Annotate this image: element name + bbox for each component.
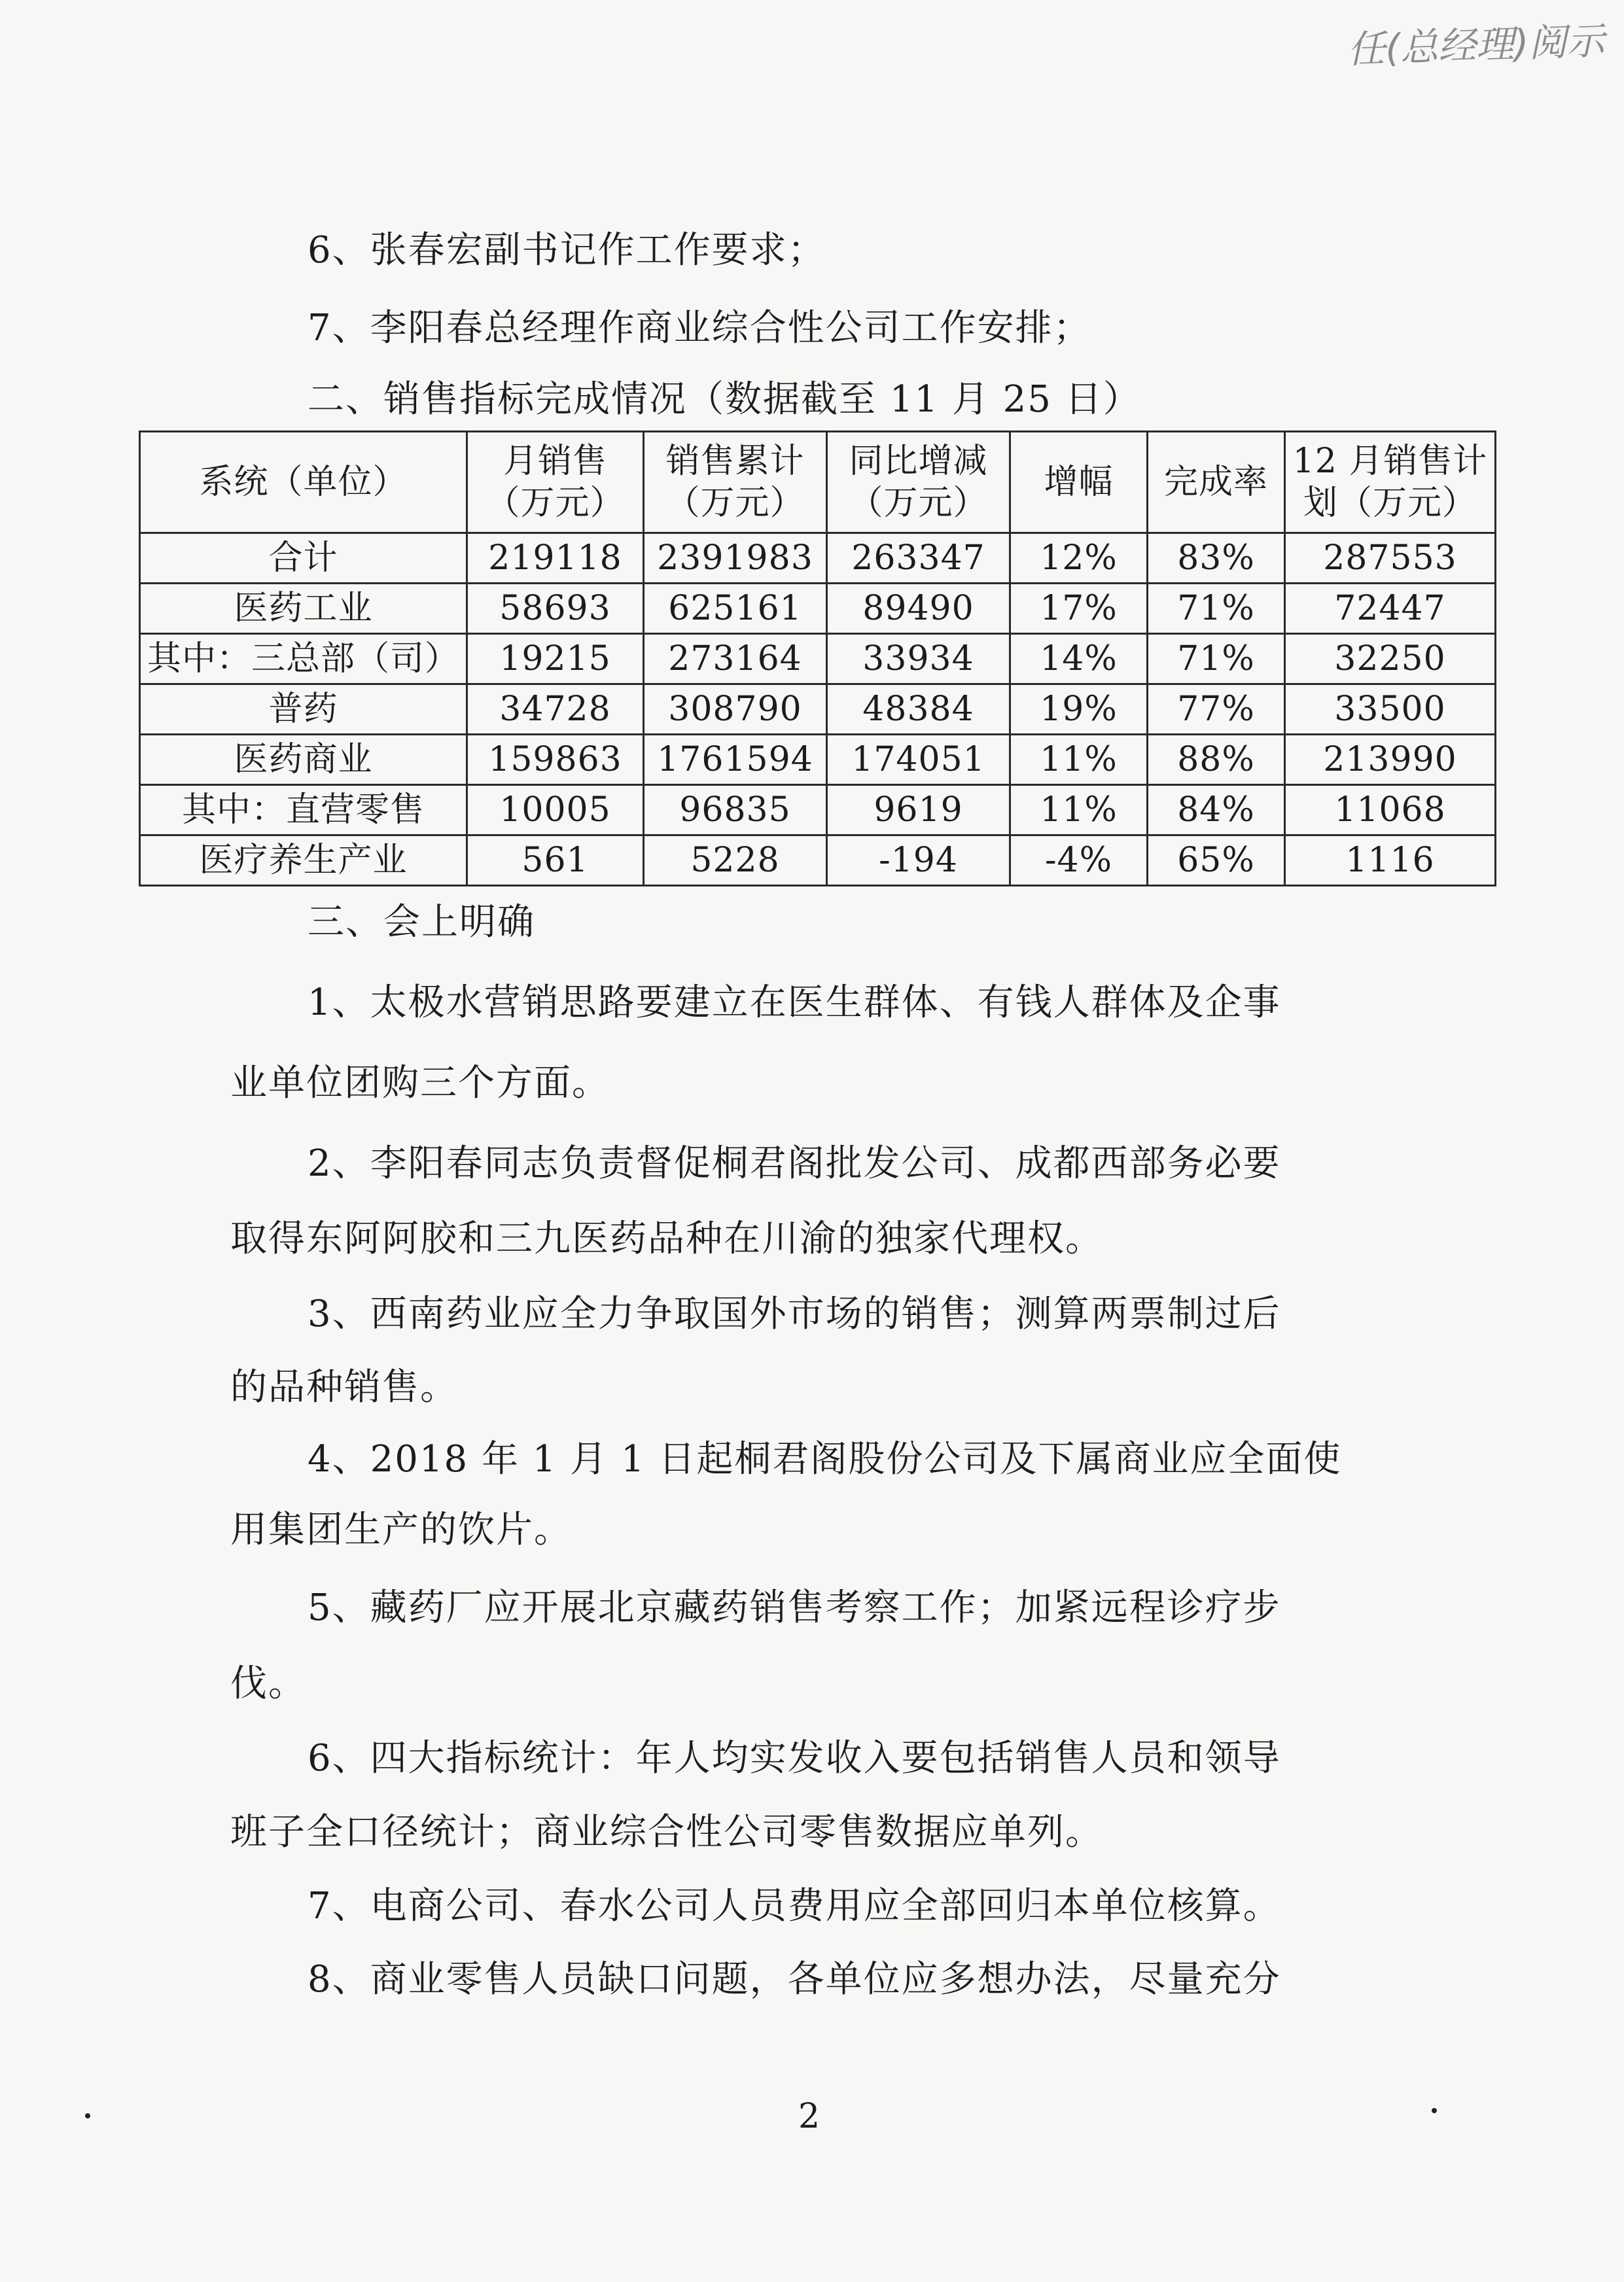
table-cell: 医疗养生产业 <box>140 835 467 886</box>
table-cell: 88% <box>1148 735 1285 785</box>
table-row <box>140 835 1496 886</box>
item-6-line-2: 班子全口径统计；商业综合性公司零售数据应单列。 <box>230 1811 1103 1853</box>
table-header-row <box>140 432 1496 533</box>
paragraph-item-6: 6、张春宏副书记作工作要求； <box>308 229 826 272</box>
table-cell: 273164 <box>644 634 827 684</box>
table-cell: 48384 <box>827 684 1010 735</box>
table-cell: 308790 <box>644 684 827 735</box>
table-row <box>140 584 1496 634</box>
item-5-line-2: 伐。 <box>230 1662 306 1705</box>
table-cell: 17% <box>1010 584 1148 634</box>
item-3-line-1: 3、西南药业应全力争取国外市场的销售；测算两票制过后 <box>308 1293 1281 1335</box>
section-two-title: 二、销售指标完成情况（数据截至 11 月 25 日） <box>308 378 1141 421</box>
table-cell: 14% <box>1010 634 1148 684</box>
item-5-line-1: 5、藏药厂应开展北京藏药销售考察工作；加紧远程诊疗步 <box>308 1587 1281 1629</box>
table-cell: 其中：直营零售 <box>140 785 467 835</box>
item-4-line-1: 4、2018 年 1 月 1 日起桐君阁股份公司及下属商业应全面使 <box>308 1438 1342 1481</box>
table-cell: 89490 <box>827 584 1010 634</box>
table-cell: 19215 <box>467 634 644 684</box>
table-cell: 1116 <box>1285 835 1496 886</box>
table-cell: 33500 <box>1285 684 1496 735</box>
item-2-line-2: 取得东阿阿胶和三九医药品种在川渝的独家代理权。 <box>230 1218 1103 1260</box>
table-cell: 34728 <box>467 684 644 735</box>
table-cell: 9619 <box>827 785 1010 835</box>
table-cell: 83% <box>1148 533 1285 584</box>
table-cell: 65% <box>1148 835 1285 886</box>
item-1-line-2: 业单位团购三个方面。 <box>230 1062 610 1104</box>
column-header-growth: 增幅 <box>1010 432 1148 533</box>
item-6-line-1: 6、四大指标统计：年人均实发收入要包括销售人员和领导 <box>308 1737 1281 1780</box>
scan-speck <box>85 2113 90 2118</box>
item-8-line-1: 8、商业零售人员缺口问题，各单位应多想办法，尽量充分 <box>308 1958 1281 2001</box>
column-header-cumulative-sales: 销售累计 （万元） <box>644 432 827 533</box>
table-cell: 219118 <box>467 533 644 584</box>
table-cell: 96835 <box>644 785 827 835</box>
table-cell: -194 <box>827 835 1010 886</box>
table-cell: 12% <box>1010 533 1148 584</box>
table-cell: 72447 <box>1285 584 1496 634</box>
item-7-line-1: 7、电商公司、春水公司人员费用应全部回归本单位核算。 <box>308 1885 1281 1927</box>
table-row <box>140 533 1496 584</box>
table-cell: 1761594 <box>644 735 827 785</box>
item-2-line-1: 2、李阳春同志负责督促桐君阁批发公司、成都西部务必要 <box>308 1142 1281 1185</box>
table-row <box>140 634 1496 684</box>
table-cell: 287553 <box>1285 533 1496 584</box>
table-cell: 32250 <box>1285 634 1496 684</box>
table-cell: 159863 <box>467 735 644 785</box>
table-row <box>140 684 1496 735</box>
table-cell: 58693 <box>467 584 644 634</box>
table-cell: 33934 <box>827 634 1010 684</box>
table-cell: 71% <box>1148 584 1285 634</box>
item-3-line-2: 的品种销售。 <box>230 1366 458 1409</box>
column-header-completion: 完成率 <box>1148 432 1285 533</box>
table-cell: 77% <box>1148 684 1285 735</box>
table-cell: 213990 <box>1285 735 1496 785</box>
section-three-title: 三、会上明确 <box>308 901 535 943</box>
table-row <box>140 735 1496 785</box>
column-header-december-plan: 12 月销售计 划（万元） <box>1285 432 1496 533</box>
table-cell: 84% <box>1148 785 1285 835</box>
item-1-line-1: 1、太极水营销思路要建立在医生群体、有钱人群体及企事 <box>308 981 1281 1024</box>
table-cell: 普药 <box>140 684 467 735</box>
table-cell: 561 <box>467 835 644 886</box>
column-header-yoy-change: 同比增减 （万元） <box>827 432 1010 533</box>
table-cell: 11% <box>1010 785 1148 835</box>
table-cell: 174051 <box>827 735 1010 785</box>
table-cell: 医药商业 <box>140 735 467 785</box>
table-cell: -4% <box>1010 835 1148 886</box>
table-cell: 19% <box>1010 684 1148 735</box>
table-cell: 10005 <box>467 785 644 835</box>
table-cell: 5228 <box>644 835 827 886</box>
handwritten-note: 任(总经理)阅示 <box>1346 18 1606 72</box>
table-cell: 其中：三总部（司） <box>140 634 467 684</box>
table-cell: 合计 <box>140 533 467 584</box>
table-cell: 11% <box>1010 735 1148 785</box>
table-cell: 71% <box>1148 634 1285 684</box>
sales-table <box>139 430 1496 886</box>
scan-speck <box>1432 2108 1437 2113</box>
table-cell: 医药工业 <box>140 584 467 634</box>
item-4-line-2: 用集团生产的饮片。 <box>230 1509 572 1551</box>
table-cell: 2391983 <box>644 533 827 584</box>
table-cell: 11068 <box>1285 785 1496 835</box>
paragraph-item-7: 7、李阳春总经理作商业综合性公司工作安排； <box>308 307 1091 349</box>
table-row <box>140 785 1496 835</box>
column-header-monthly-sales: 月销售 （万元） <box>467 432 644 533</box>
table-cell: 625161 <box>644 584 827 634</box>
table-cell: 263347 <box>827 533 1010 584</box>
page-number: 2 <box>798 2097 821 2136</box>
column-header-system: 系统（单位） <box>140 432 467 533</box>
